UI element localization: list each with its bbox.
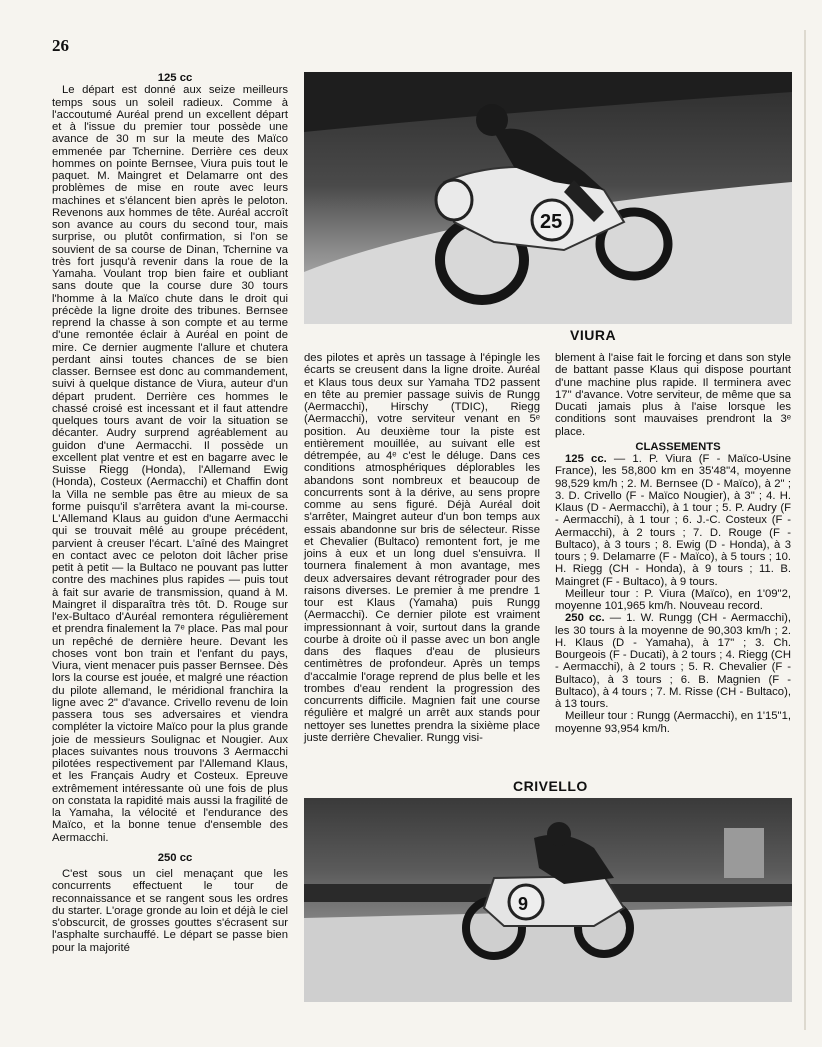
- paragraph-250cc-continued: des pilotes et après un tassage à l'épingle les écarts se creusent dans la ligne droite. Auréal et Klaus tous deux sur Yamaha TD2 passent en tête au premier passage suivis de Rungg (Aermacchi), Hirschy (TDIC), Riegg (Aermacchi), votre serviteur venant en 5ᵉ position. Au deuxième tour la piste est entièrement mouillée, au suivant elle est détrempée, au 4ᵉ c'est le déluge. Dans ces conditions atmosphériques déplorables les abandons sont nombreux et beaucoup de concurrents sont à la dérive, au sens propre comme au sens figuré. Déjà Auréal doit s'arrêter, Maingret auteur d'un bon temps aux essais abandonne sur bris de sélecteur. Risse et Chevalier (Bultaco) remontent fort, je me joins à eux et un long duel s'ensuivra. Il tournera finalement à mon avantage, mes deux adversaires devant rétrograder pour des raisons diverses. Le premier à me prendre 1 tour est Klaus (Yamaha) puis Rungg (Aermacchi). Ce dernier pilote est vraiment impressionnant à voir, surtout dans la grande courbe à droite où il passe avec un bon angle dans des flaques d'eau de plusieurs centimètres de profondeur. Après un temps d'accalmie l'orage reprend de plus belle et les trombes d'eau rendent la progression des concurrents difficile. Magnien fait une course régulière et malgré un arrêt aux stands pour nettoyer ses lunettes prendra la sixième place juste derrière Chevalier. Rungg visi-: [304, 352, 540, 744]
- motorcycle-racer-image: [304, 72, 792, 324]
- section-heading-125cc: 125 cc: [157, 72, 193, 84]
- paragraph-250cc-conclusion: blement à l'aise fait le forcing et dans son style de battant passe Klaus qui dispose pourtant d'une machine plus rapide. Il terminera avec 17" d'avance. Votre serviteur, de même que sa Ducati jamais plus à l'aise lorsque les conditions sont mauvaises prendront la 3ᵉ place.: [555, 352, 791, 438]
- best-lap-125cc: Meilleur tour : P. Viura (Maïco), en 1'09"2, moyenne 101,965 km/h. Nouveau record.: [555, 587, 791, 612]
- page-edge-shadow: [804, 30, 806, 1030]
- results-125cc-text: — 1. P. Viura (F - Maïco-Usine France), les 58,800 km en 35'48"4, moyenne 98,529 km/h ; 2. M. Bernsee (D - Maïco), à 2" ; 3. D. Crivello (F - Maïco Nougier), à 3" ; 4. H. Klaus (D - Aermacchi), à 1 tour ; 5. P. Audry (F - Aermacchi), à 1 tour ; 6. J.-C. Costeux (F - Aermacchi), à 2 tours ; 7. D. Rouge (F - Bultaco), à 3 tours ; 8. Ewig (D - Honda), à 3 tours ; 9. Delamarre (F - Maïco), à 5 tours ; 10. H. Riegg (CH - Honda), à 9 tours ; 11. B. Maingret (F - Bultaco), à 9 tours.: [555, 453, 791, 588]
- results-125cc: [555, 453, 791, 588]
- article-column-2: [304, 352, 540, 744]
- results-125cc-label: 125 cc.: [565, 453, 607, 465]
- paragraph-250cc-report: C'est sous un ciel menaçant que les concurrents effectuent le tour de reconnaissance et se rangent sous les ordres du starter. L'orage gronde au loin et déjà le ciel s'obscurcit, de grosses gouttes s'écrasent sur l'asphalte surchauffé. Le départ se passe bien pour la majorité: [52, 868, 288, 954]
- article-column-1: [52, 72, 288, 954]
- paragraph-125cc-report: Le départ est donné aux seize meilleurs temps sous un soleil radieux. Comme à l'accoutumé Auréal prend un excellent départ et à l'issue du premier tour possède une avance de 30 m sur la meute des Maïco emmenée par Tchernine. Derrière ces deux hommes on pointe Bernsee, Viura puis tout le paquet. M. Maingret et Delamarre ont des problèmes de mise en route avec leurs machines et s'élancent bien après le peloton. Revenons aux hommes de tête. Auréal accroît son avance au cours du second tour, mais surprise, ou plutôt confirmation, si l'on se souvient de sa course de Dinan, Tchernine va très fort jusqu'à revenir dans la roue de la Yamaha. Voulant trop bien faire et oubliant sans doute que la course dure 30 tours l'homme à la Maïco chute dans le droit qui précède la ligne droite des tribunes. Bernsee reprend la chasse à son compte et au terme d'une remontée éclair à Auréal en point de mire. Ce dernier augmente l'allure et chutera perdant ainsi toutes chances de se bien classer. Bernsee est donc au commandement, suivi à quelque distance de Viura, auteur d'un départ prudent. Derrière ces hommes le chassé croisé est incessant et il faut attendre quelques tours avant de voir la situation se décanter. Audry surprend agréablement au guidon d'une Aermacchi. Il possède un excellent plat ventre et est en bagarre avec le Suisse Riegg (Honda), l'Allemand Ewig (Honda), Costeux (Aermacchi) et Chaffin dont la Villa ne semble pas être au mieux de sa forme puisqu'il s'arrêtera avant la mi-course. L'Allemand Klaus au guidon d'une Aermacchi qui se trouvait mêlé au groupe précédent, parvient à creuser l'écart. L'aîné des Maingret en contact avec ce peloton doit lâcher prise petit à petit — la Bultaco ne pouvant pas lutter contre des machines plus rapides — puis tout à fait sur avarie de transmission, quand à M. Maingret il disparaîtra très tôt. D. Rouge sur l'ex-Bultaco d'Auréal remontera régulièrement et prendra finalement la 7ᵉ place. Pas mal pour un repêché de dernière heure. Devant les choses vont bon train et l'enfant du pays, Viura, vient menacer puis passer Bernsee. Dès lors la course est jouée, et malgré une réaction du pilote allemand, le méridional franchira la ligne avec 2" d'avance. Crivello revenu de loin passera tous ses adversaires et viendra compléter la victoire Maïco pour la plus grande joie de messieurs Soulignac et Nougier. Aux places suivantes nous trouvons 3 Aermacchi pilotées respectivement par l'Allemand Klaus, et les Français Audry et Costeux. Epreuve extrêmement intéressante où une fois de plus on constata la rapidité mais aussi la fragilité de la Yamaha, la vélocité et l'endurance des Maïco, et la bonne tenue d'ensemble des Aermacchi.: [52, 84, 288, 844]
- caption-crivello: CRIVELLO: [513, 778, 588, 794]
- race-number-25: 25: [540, 211, 563, 233]
- photo-crivello: [304, 798, 792, 1002]
- caption-viura: VIURA: [570, 327, 617, 343]
- page-number: 26: [52, 36, 69, 55]
- motorcycle-racer-image: [304, 798, 792, 1002]
- results-250cc: [555, 612, 791, 710]
- section-heading-250cc: 250 cc: [157, 851, 193, 864]
- photo-viura: [304, 72, 792, 324]
- results-250cc-text: — 1. W. Rungg (CH - Aermacchi), les 30 tours à la moyenne de 90,303 km/h ; 2. H. Klaus (D - Yamaha), à 17" ; 3. Ch. Bourgeois (F - Ducati), à 2 tours ; 4. Riegg (CH - Aermacchi), à 2 tours ; 5. R. Chevalier (F - Bultaco), à 3 tours ; 6. B. Magnien (F - Bultaco), à 4 tours ; 7. M. Risse (CH - Bultaco), à 13 tours.: [555, 612, 791, 710]
- classements-heading: CLASSEMENTS: [635, 440, 721, 453]
- best-lap-250cc: Meilleur tour : Rungg (Aermacchi), en 1'15"1, moyenne 93,954 km/h.: [555, 710, 791, 735]
- results-250cc-label: 250 cc.: [565, 612, 605, 625]
- article-column-3: [555, 352, 791, 735]
- race-number-9: 9: [518, 894, 529, 914]
